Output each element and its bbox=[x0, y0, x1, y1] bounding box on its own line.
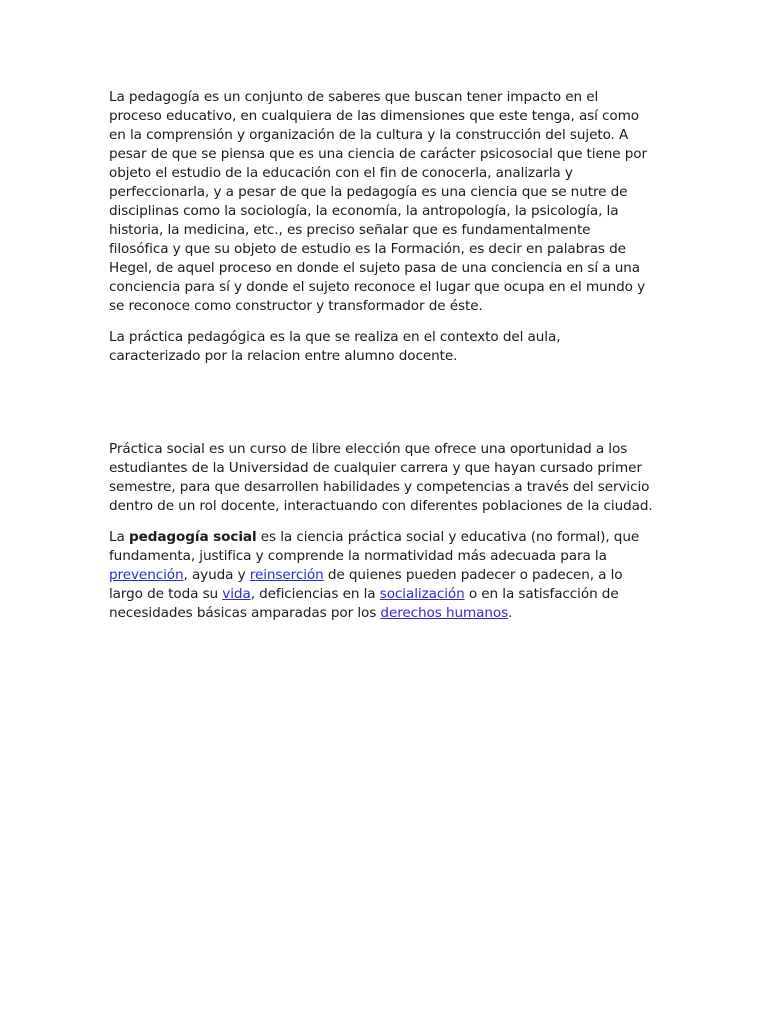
text-segment: , deficiencias en la bbox=[250, 586, 380, 602]
link-reinsercion[interactable]: reinserción bbox=[249, 567, 324, 583]
link-socializacion[interactable]: socialización bbox=[379, 586, 465, 602]
link-vida[interactable]: vida bbox=[222, 586, 251, 602]
link-prevencion[interactable]: prevención bbox=[109, 567, 184, 583]
link-derechos-humanos[interactable]: derechos humanos bbox=[380, 605, 509, 621]
paragraph-practica-social: Práctica social es un curso de libre elección que ofrece una oportunidad a los estudiantes de la Universidad de cualquier carrera y que hayan cursado primer semestre, para que desarrollen habilidades y competencias a través del servicio dentro de un rol docente, interactuando con diferentes poblaciones de la ciudad. bbox=[109, 441, 653, 514]
text-segment: de quienes pueden padecer o padecen, a lo largo de toda su bbox=[109, 567, 623, 602]
bold-term-pedagogia-social: pedagogía social bbox=[128, 529, 257, 545]
paragraph-practica-pedagogica: La práctica pedagógica es la que se realiza en el contexto del aula, caracterizado por la relacion entre alumno docente. bbox=[109, 329, 561, 364]
paragraph-pedagogia-social bbox=[109, 528, 654, 623]
text-segment: . bbox=[508, 605, 513, 621]
text-segment: La bbox=[109, 529, 129, 545]
text-segment: es la ciencia práctica social y educativa (no formal), que fundamenta, justifica y comprende la normatividad más adecuada para la bbox=[109, 529, 640, 564]
text-segment: , ayuda y bbox=[183, 567, 250, 583]
paragraph-pedagogia: La pedagogía es un conjunto de saberes que buscan tener impacto en el proceso educativo, en cualquiera de las dimensiones que este tenga, así como en la comprensión y organización de la cultura y la construcción del sujeto. A pesar de que se piensa que es una ciencia de carácter psicosocial que tiene por objeto el estudio de la educación con el fin de conocerla, analizarla y perfeccionarla, y a pesar de que la pedagogía es una ciencia que se nutre de disciplinas como la sociología, la economía, la antropología, la psicología, la historia, la medicina, etc., es preciso señalar que es fundamentalmente filosófica y que su objeto de estudio es la Formación, es decir en palabras de Hegel, de aquel proceso en donde el sujeto pasa de una conciencia en sí a una conciencia para sí y donde el sujeto reconoce el lugar que ocupa en el mundo y se reconoce como constructor y transformador de éste. bbox=[109, 89, 647, 314]
text-segment: o en la satisfacción de necesidades básicas amparadas por los bbox=[109, 586, 619, 621]
document-body bbox=[109, 88, 654, 623]
